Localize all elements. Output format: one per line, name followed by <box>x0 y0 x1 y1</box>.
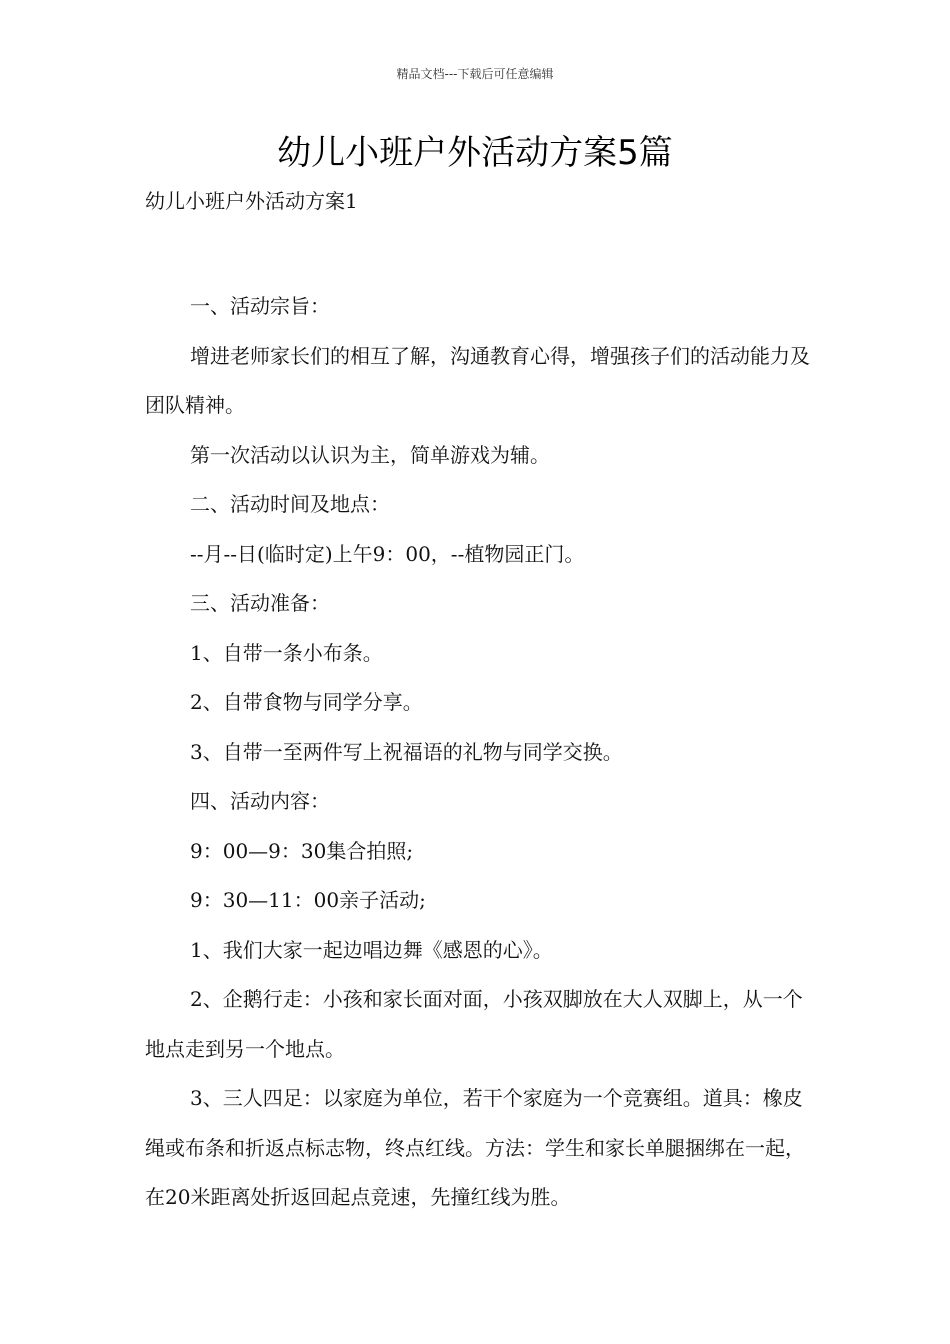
paragraph: 二、活动时间及地点： <box>190 492 390 516</box>
paragraph: 增进老师家长们的相互了解，沟通教育心得，增强孩子们的活动能力及团队精神。 <box>145 343 810 417</box>
paragraph: 1、我们大家一起边唱边舞《感恩的心》。 <box>190 937 553 962</box>
paragraph: --月--日(临时定)上午9：00，--植物园正门。 <box>190 541 585 566</box>
document-title: 幼儿小班户外活动方案5篇 <box>277 133 673 173</box>
section-subtitle: 幼儿小班户外活动方案1 <box>145 189 358 213</box>
paragraph: 四、活动内容： <box>190 789 330 813</box>
paragraph: 9：00—9：30集合拍照; <box>190 838 414 863</box>
header-note: 精品文档---下载后可任意编辑 <box>396 67 554 81</box>
document-body <box>145 282 817 1223</box>
paragraph: 三、活动准备： <box>190 591 330 615</box>
paragraph: 9：30—11：00亲子活动; <box>190 888 426 912</box>
paragraph: 3、三人四足：以家庭为单位，若干个家庭为一个竞赛组。道具：橡皮绳或布条和折返点标志物，终点红线。方法：学生和家长单腿捆绑在一起，在20米距离处折返回起点竞速，先撞红线为胜。 <box>145 1086 805 1209</box>
paragraph: 2、自带食物与同学分享。 <box>190 690 423 714</box>
paragraph: 一、活动宗旨： <box>190 294 330 318</box>
paragraph: 第一次活动以认识为主，简单游戏为辅。 <box>190 442 550 467</box>
paragraph: 1、自带一条小布条。 <box>190 640 383 665</box>
paragraph: 3、自带一至两件写上祝福语的礼物与同学交换。 <box>190 739 623 764</box>
paragraph: 2、企鹅行走：小孩和家长面对面，小孩双脚放在大人双脚上，从一个地点走到另一个地点。 <box>145 987 803 1061</box>
